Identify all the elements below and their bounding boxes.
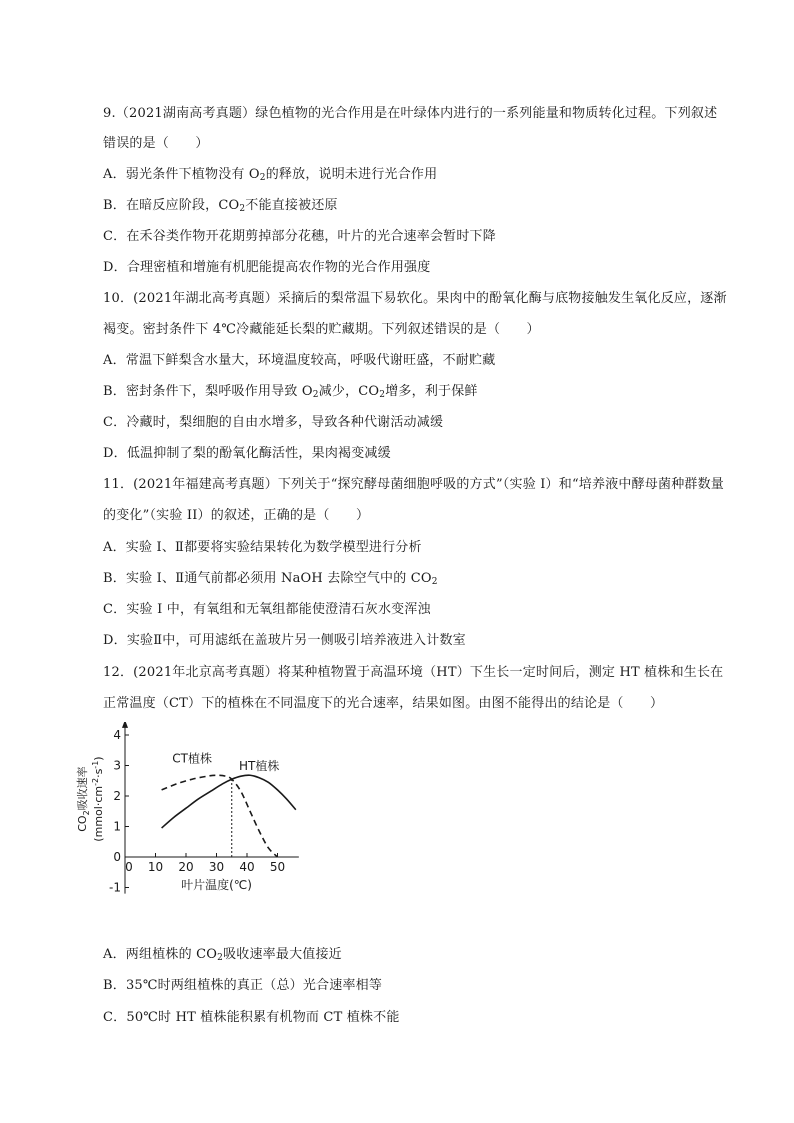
x-tick-label: 50 bbox=[269, 860, 286, 874]
photosynthesis-chart bbox=[70, 722, 320, 897]
q9-option-b: B．在暗反应阶段，$CO_2$不能直接被还原 bbox=[103, 198, 338, 214]
y-axis-label-line1: $CO_2$吸收速率 bbox=[76, 766, 91, 832]
ct-series-label: CT植株 bbox=[172, 751, 212, 766]
q12-option-b: B．35℃时两组植株的真正（总）光合速率相等 bbox=[103, 978, 383, 993]
q11-stem-line-2: 的变化”（实验 II）的叙述，正确的是（ ） bbox=[103, 508, 370, 523]
y-tick-label: 3 bbox=[113, 758, 121, 773]
x-tick-label: 20 bbox=[178, 860, 194, 874]
y-tick-label: 4 bbox=[113, 728, 121, 742]
x-tick-label: 0 bbox=[125, 860, 133, 874]
x-tick-label: 10 bbox=[147, 860, 164, 874]
q10-stem-line-1: 10．(2021年湖北高考真题）采摘后的梨常温下易软化。果肉中的酚氧化酶与底物接触发生氧化反应，逐渐 bbox=[103, 291, 727, 306]
q9-stem-line-1: 9.（2021湖南高考真题）绿色植物的光合作用是在叶绿体内进行的一系列能量和物质转化过程。下列叙述 bbox=[103, 106, 718, 121]
y-tick-label: 2 bbox=[113, 789, 121, 803]
q10-option-c: C．冷藏时，梨细胞的自由水增多，导致各种代谢活动减缓 bbox=[103, 415, 444, 430]
q9-option-d: D．合理密植和增施有机肥能提高农作物的光合作用强度 bbox=[103, 260, 431, 275]
q10-option-b: B．密封条件下，梨呼吸作用导致 $O_2$减少，$CO_2$增多，利于保鲜 bbox=[103, 384, 478, 400]
q10-option-d: D．低温抑制了梨的酚氧化酶活性，果肉褐变减缓 bbox=[103, 446, 391, 461]
q10-stem-line-2: 褐变。密封条件下 4℃冷藏能延长梨的贮藏期。下列叙述错误的是（ ） bbox=[103, 322, 540, 337]
y-axis-arrow bbox=[122, 722, 128, 728]
chart-series bbox=[162, 775, 296, 857]
q12-option-c: C．50℃时 HT 植株能积累有机物而 CT 植株不能 bbox=[103, 1010, 400, 1025]
ht-series-line bbox=[162, 775, 296, 828]
x-tick-label: 30 bbox=[208, 860, 225, 874]
q10-option-a: A．常温下鲜梨含水量大，环境温度较高，呼吸代谢旺盛，不耐贮藏 bbox=[103, 353, 496, 368]
y-axis-label-line2: $(mmol\cdot cm^{-2}\cdot s^{-1})$ bbox=[91, 756, 105, 842]
q11-stem-line-1: 11．(2021年福建高考真题）下列关于“探究酵母菌细胞呼吸的方式”（实验 I）和“培养液中酵母菌种群数量 bbox=[103, 477, 725, 492]
y-tick-label: 0 bbox=[113, 850, 121, 864]
q12-stem-line-2: 正常温度（CT）下的植株在不同温度下的光合速率，结果如图。由图不能得出的结论是（ ） bbox=[103, 696, 664, 711]
ct-series-line bbox=[162, 775, 278, 857]
q11-option-d: D．实验Ⅱ中，可用滤纸在盖玻片另一侧吸引培养液进入计数室 bbox=[103, 633, 466, 648]
q11-option-b: B．实验 I、Ⅱ通气前都必须用 NaOH 去除空气中的 $CO_2$ bbox=[103, 571, 438, 587]
x-tick-label: 40 bbox=[239, 860, 255, 874]
y-tick-label: -1 bbox=[109, 880, 121, 895]
q9-option-c: C．在禾谷类作物开花期剪掉部分花穗，叶片的光合速率会暂时下降 bbox=[103, 229, 496, 244]
q12-stem-line-1: 12．(2021年北京高考真题）将某种植物置于高温环境（HT）下生长一定时间后，测定 HT 植株和生长在 bbox=[103, 665, 724, 680]
q12-option-a: A．两组植株的 $CO_2$吸收速率最大值接近 bbox=[103, 947, 342, 963]
ht-series-label: HT植株 bbox=[239, 759, 280, 774]
q9-stem-line-2: 错误的是（ ） bbox=[103, 136, 209, 151]
y-tick-label: 1 bbox=[113, 819, 121, 834]
q9-option-a: A．弱光条件下植物没有 $O_2$的释放，说明未进行光合作用 bbox=[103, 167, 438, 183]
q11-option-c: C．实验 I 中，有氧组和无氧组都能使澄清石灰水变浑浊 bbox=[103, 602, 431, 617]
x-axis-label: 叶片温度(℃) bbox=[181, 878, 252, 892]
q11-option-a: A．实验 I、Ⅱ都要将实验结果转化为数学模型进行分析 bbox=[103, 540, 422, 555]
